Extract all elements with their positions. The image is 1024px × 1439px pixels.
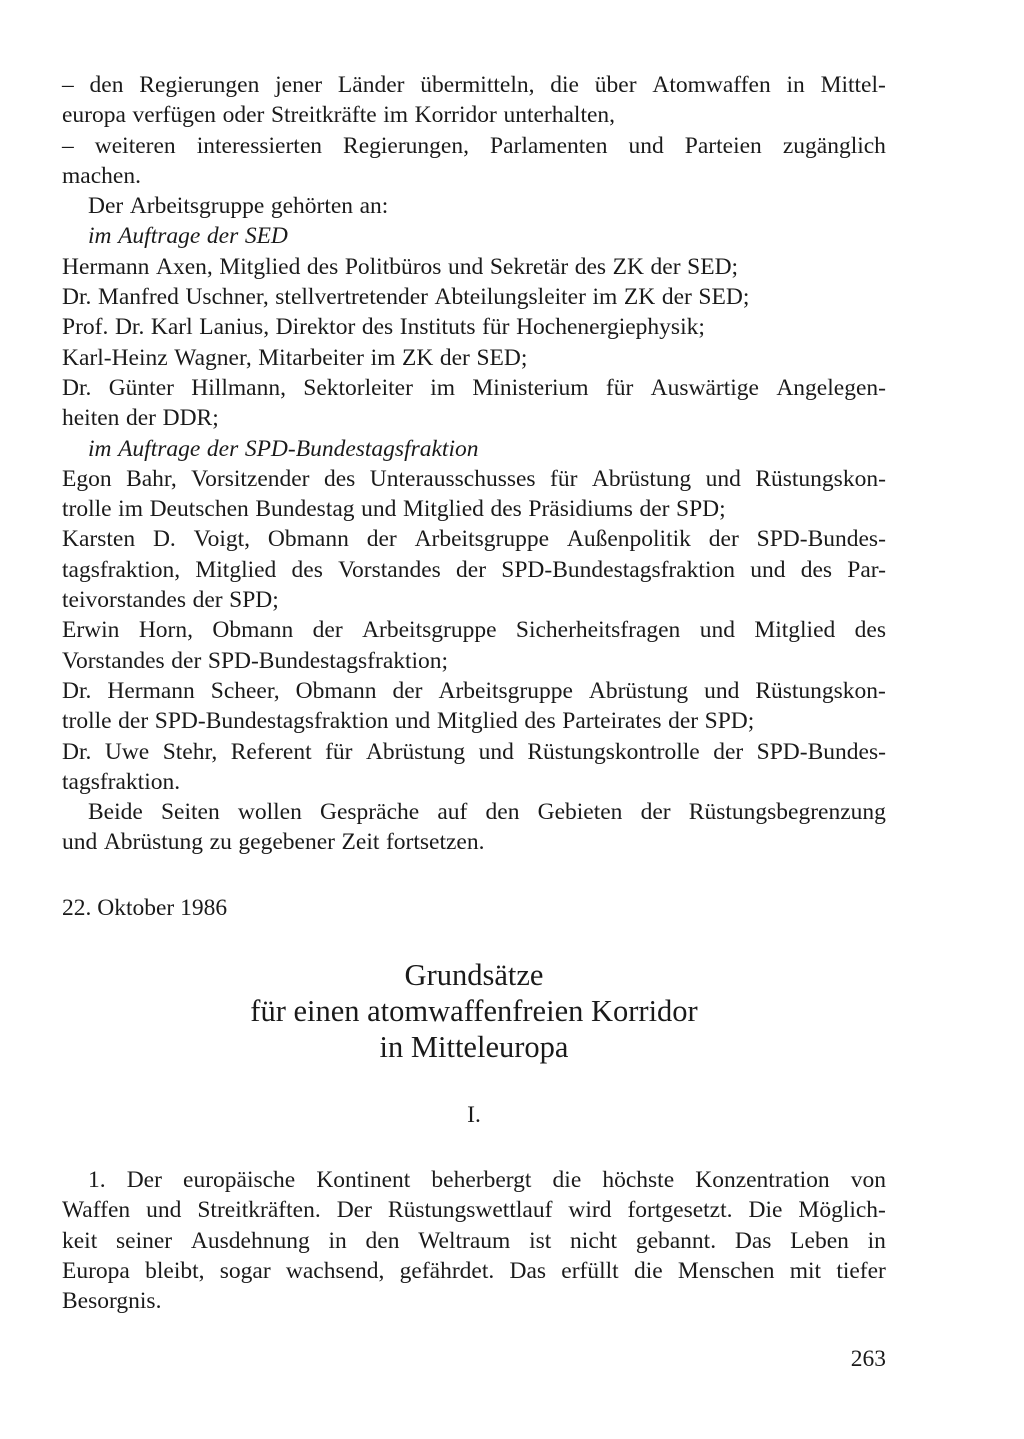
section-number: I. (467, 1102, 481, 1128)
body-line: europa verfügen oder Streitkräfte im Korridor unterhalten, (62, 102, 616, 129)
body-line: Prof. Dr. Karl Lanius, Direktor des Instituts für Hochenergiephysik; (62, 314, 705, 341)
body-line: Vorstandes der SPD-Bundestagsfraktion; (62, 647, 449, 674)
body-line: Dr. Manfred Uschner, stellvertretender Abteilungsleiter im ZK der SED; (62, 284, 750, 311)
body-line: Egon Bahr, Vorsitzender des Unterausschusses für Abrüstung und Rüstungskon- (62, 465, 886, 492)
body-line: – den Regierungen jener Länder übermitteln, die über Atomwaffen in Mittel- (62, 72, 886, 98)
heading-line-1: Grundsätze (404, 958, 544, 992)
body-line: trolle im Deutschen Bundestag und Mitglied des Präsidiums der SPD; (62, 496, 726, 523)
body-line: Dr. Günter Hillmann, Sektorleiter im Ministerium für Auswärtige Angelegen- (62, 374, 886, 401)
body-line: Dr. Uwe Stehr, Referent für Abrüstung und Rüstungskontrolle der SPD-Bundes- (62, 738, 886, 765)
paragraph-1 (62, 1165, 886, 1316)
body-text (62, 70, 886, 858)
body-line: im Auftrage der SED (88, 223, 288, 250)
body-line: Karl-Heinz Wagner, Mitarbeiter im ZK der SED; (62, 344, 528, 371)
paragraph-line: Besorgnis. (62, 1288, 162, 1315)
body-line: Erwin Horn, Obmann der Arbeitsgruppe Sicherheitsfragen und Mitglied des (62, 617, 886, 644)
body-line: Beide Seiten wollen Gespräche auf den Gebieten der Rüstungsbegrenzung (88, 799, 886, 826)
body-line: machen. (62, 162, 141, 189)
body-line: und Abrüstung zu gegebener Zeit fortsetzen. (62, 829, 485, 856)
body-line: – weiteren interessierten Regierungen, Parlamenten und Parteien zugänglich (62, 132, 886, 159)
section-heading (62, 957, 886, 1065)
body-line: heiten der DDR; (62, 405, 219, 432)
document-date: 22. Oktober 1986 (62, 895, 228, 921)
body-line: Karsten D. Voigt, Obmann der Arbeitsgruppe Außenpolitik der SPD-Bundes- (62, 526, 886, 553)
paragraph-line: Europa bleibt, sogar wachsend, gefährdet. Das erfüllt die Menschen mit tiefer (62, 1257, 886, 1284)
body-line: im Auftrage der SPD-Bundestagsfraktion (88, 435, 479, 462)
page-number: 263 (850, 1346, 886, 1372)
paragraph-line: keit seiner Ausdehnung in den Weltraum ist nicht gebannt. Das Leben in (62, 1227, 886, 1254)
body-line: Der Arbeitsgruppe gehörten an: (88, 193, 389, 220)
paragraph-line: 1. Der europäische Kontinent beherbergt die höchste Konzentration von (88, 1167, 886, 1193)
body-line: tagsfraktion, Mitglied des Vorstandes der SPD-Bundestagsfraktion und des Par- (62, 556, 886, 583)
body-line: teivorstandes der SPD; (62, 587, 279, 614)
heading-line-3: in Mitteleuropa (379, 1030, 569, 1064)
body-line: Hermann Axen, Mitglied des Politbüros und Sekretär des ZK der SED; (62, 253, 739, 280)
body-line: Dr. Hermann Scheer, Obmann der Arbeitsgruppe Abrüstung und Rüstungskon- (62, 677, 886, 704)
paragraph-line: Waffen und Streitkräften. Der Rüstungswettlauf wird fortgesetzt. Die Möglich- (62, 1197, 886, 1224)
heading-line-2: für einen atomwaffenfreien Korridor (250, 994, 698, 1028)
body-line: trolle der SPD-Bundestagsfraktion und Mitglied des Parteirates der SPD; (62, 708, 755, 735)
body-line: tagsfraktion. (62, 768, 181, 795)
